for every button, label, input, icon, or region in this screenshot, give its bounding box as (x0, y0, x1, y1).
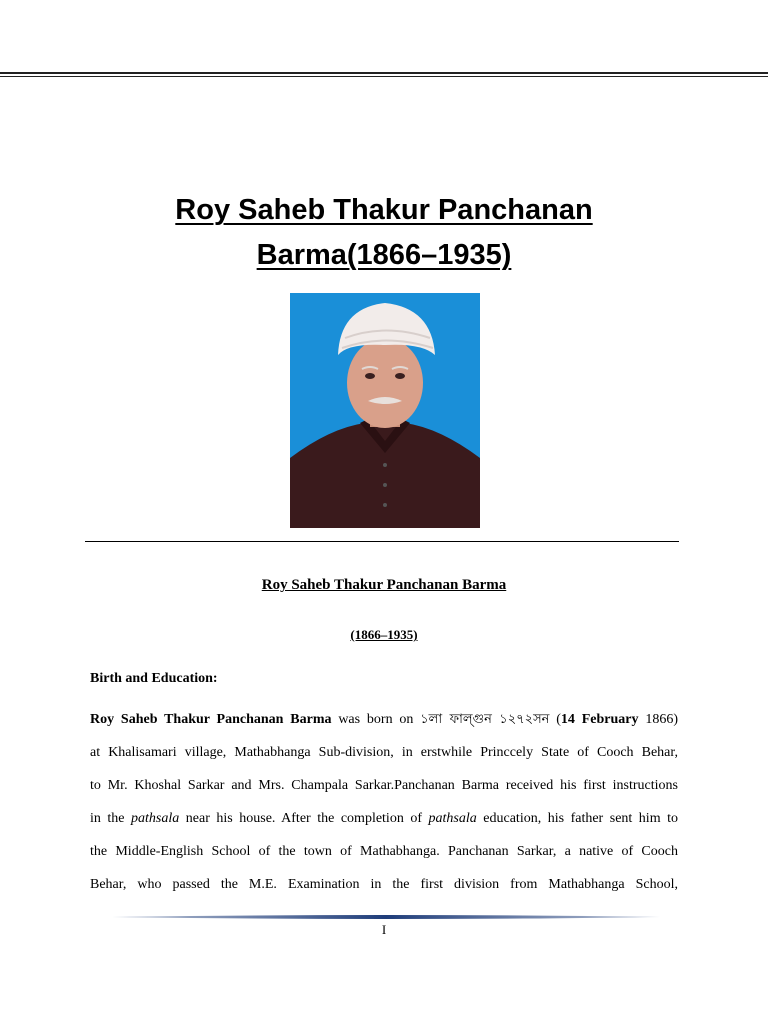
header-rule (0, 72, 768, 74)
section-heading: Birth and Education: (90, 671, 218, 686)
bengali-date: ১লা ফাল্গুন ১২৭২সন (420, 712, 550, 727)
face (347, 338, 423, 428)
paragraph-line: Behar, who passed the M.E. Examination in the first division from Mathabhanga School, (90, 877, 678, 892)
paragraph-line: in the pathsala near his house. After the completion of pathsala education, his father sent him to (90, 811, 678, 826)
body-paragraph (90, 703, 678, 901)
section-divider (85, 541, 679, 542)
footer-rule (112, 913, 660, 921)
header-rule-thin (0, 76, 768, 77)
document-subtitle: Roy Saheb Thakur Panchanan Barma (261, 577, 507, 593)
paragraph-line: the Middle-English School of the town of Mathabhanga. Panchanan Sarkar, a native of Cooch (90, 844, 678, 859)
paragraph-line: to Mr. Khoshal Sarkar and Mrs. Champala Sarkar.Panchanan Barma received his first instructions (90, 778, 678, 793)
document-dates: (1866–1935) (350, 627, 418, 642)
portrait-photo (290, 293, 480, 528)
page-title-line1: Roy Saheb Thakur Panchanan (175, 194, 593, 226)
paragraph-line: Roy Saheb Thakur Panchanan Barma was born on ১লা ফাল্গুন ১২৭২সন (14 February 1866) (90, 712, 678, 727)
page-number: I (381, 922, 387, 937)
paragraph-line: at Khalisamari village, Mathabhanga Sub-division, in erstwhile Princcely State of Cooch Behar, (90, 745, 678, 760)
page-title-line2: Barma(1866–1935) (256, 239, 512, 271)
